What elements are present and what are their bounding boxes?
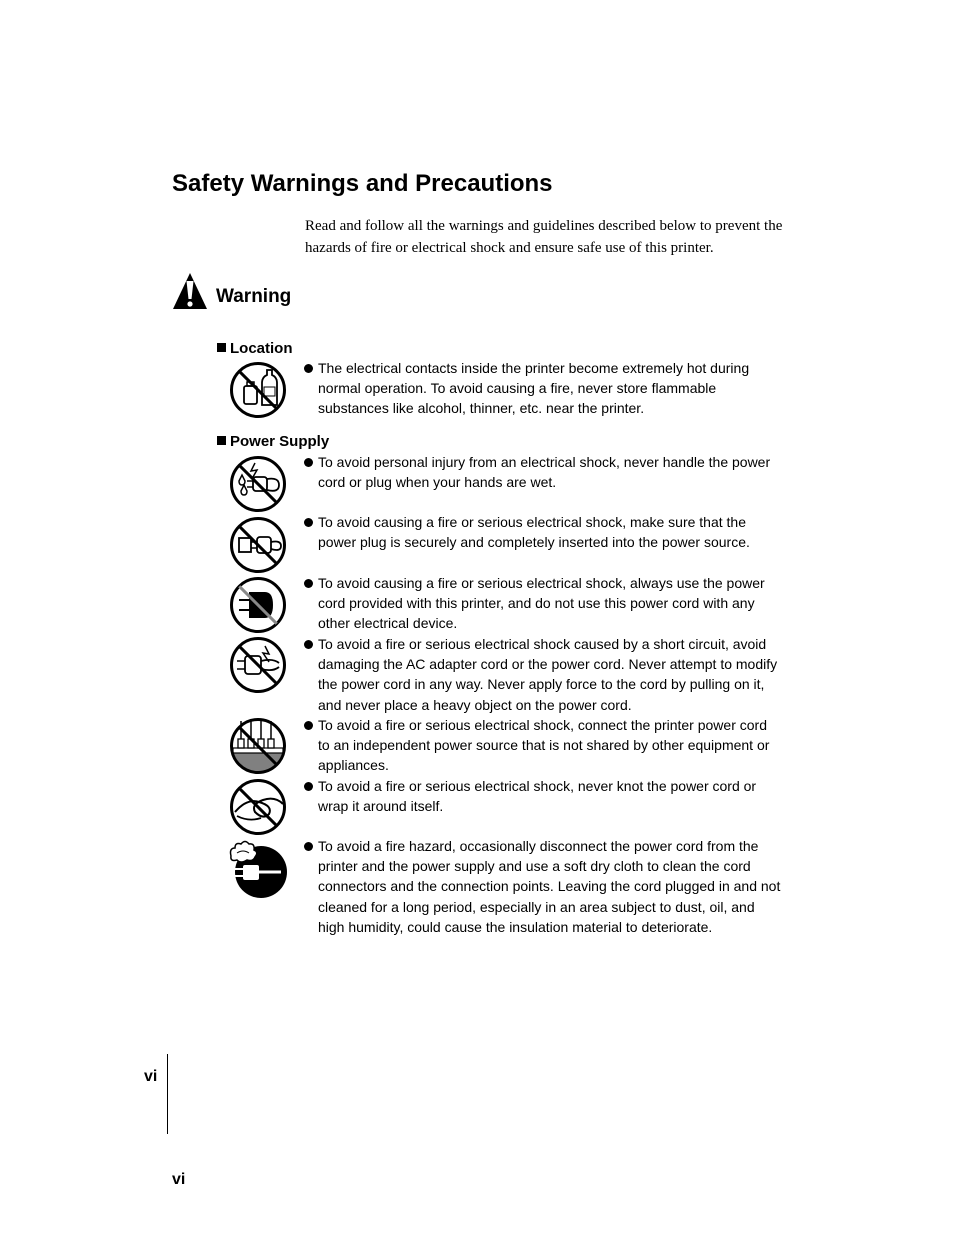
section-heading-power-supply — [217, 433, 329, 450]
bullet-icon — [304, 518, 313, 527]
list-item: The electrical contacts inside the printer become extremely hot during normal operation. To avoid causing a fire, never store flammable substances like alcohol, thinner, etc. near the printer. — [304, 358, 782, 419]
section-heading-label: Power Supply — [230, 433, 330, 450]
section-heading-label: Location — [230, 340, 293, 357]
list-item: To avoid a fire or serious electrical shock, connect the printer power cord to an independent power source that is not shared by other equipment or appliances. — [304, 715, 782, 776]
list-item: To avoid causing a fire or serious electrical shock, make sure that the power plug is securely and completely inserted into the power source. — [304, 512, 782, 552]
list-item: To avoid a fire or serious electrical shock caused by a short circuit, avoid damaging the AC adapter cord or the power cord. Never attempt to modify the power cord in any way. Never apply force to the cord by pulling on it, and never place a heavy object on the power cord. — [304, 634, 782, 715]
square-bullet-icon — [217, 343, 226, 352]
list-item: To avoid causing a fire or serious electrical shock, always use the power cord provided with this printer, and do not use this power cord with any other electrical device. — [304, 573, 782, 634]
list-item: To avoid a fire hazard, occasionally disconnect the power cord from the printer and the power supply and use a soft dry cloth to clean the cord connectors and the connection points. Leaving the cord plugged in and not cleaned for a long period, especially in an area subject to dust, oil, and high humidity, could cause the insulation material to deteriorate. — [304, 836, 782, 937]
no-knotted-cord-icon — [229, 778, 287, 836]
intro-paragraph: Read and follow all the warnings and guidelines described below to prevent the hazards of fire or electrical shock and ensure safe use of this printer. — [305, 218, 783, 256]
page-number-footer: vi — [172, 1171, 186, 1188]
section-heading-location — [217, 340, 293, 357]
no-damaged-cord-icon — [229, 636, 287, 694]
bullet-icon — [304, 842, 313, 851]
bullet-icon — [304, 364, 313, 373]
no-shared-outlet-icon — [229, 717, 287, 775]
no-loose-plug-icon — [229, 516, 287, 574]
page-title: Safety Warnings and Precautions — [172, 170, 553, 197]
warning-label: Warning — [216, 286, 292, 307]
no-wet-hands-plug-icon — [229, 455, 287, 513]
square-bullet-icon — [217, 436, 226, 445]
bullet-icon — [304, 640, 313, 649]
page-number: vi — [144, 1068, 158, 1085]
list-item: To avoid personal injury from an electrical shock, never handle the power cord or plug when your hands are wet. — [304, 452, 782, 492]
list-item: To avoid a fire or serious electrical shock, never knot the power cord or wrap it around itself. — [304, 776, 782, 816]
no-other-cord-icon — [229, 576, 287, 634]
warning-triangle-icon — [172, 272, 208, 310]
margin-rule — [167, 1054, 168, 1134]
bullet-icon — [304, 721, 313, 730]
bullet-icon — [304, 458, 313, 467]
unplug-and-clean-icon — [229, 840, 287, 900]
bullet-icon — [304, 579, 313, 588]
no-flammable-substances-icon — [229, 361, 287, 419]
bullet-icon — [304, 782, 313, 791]
